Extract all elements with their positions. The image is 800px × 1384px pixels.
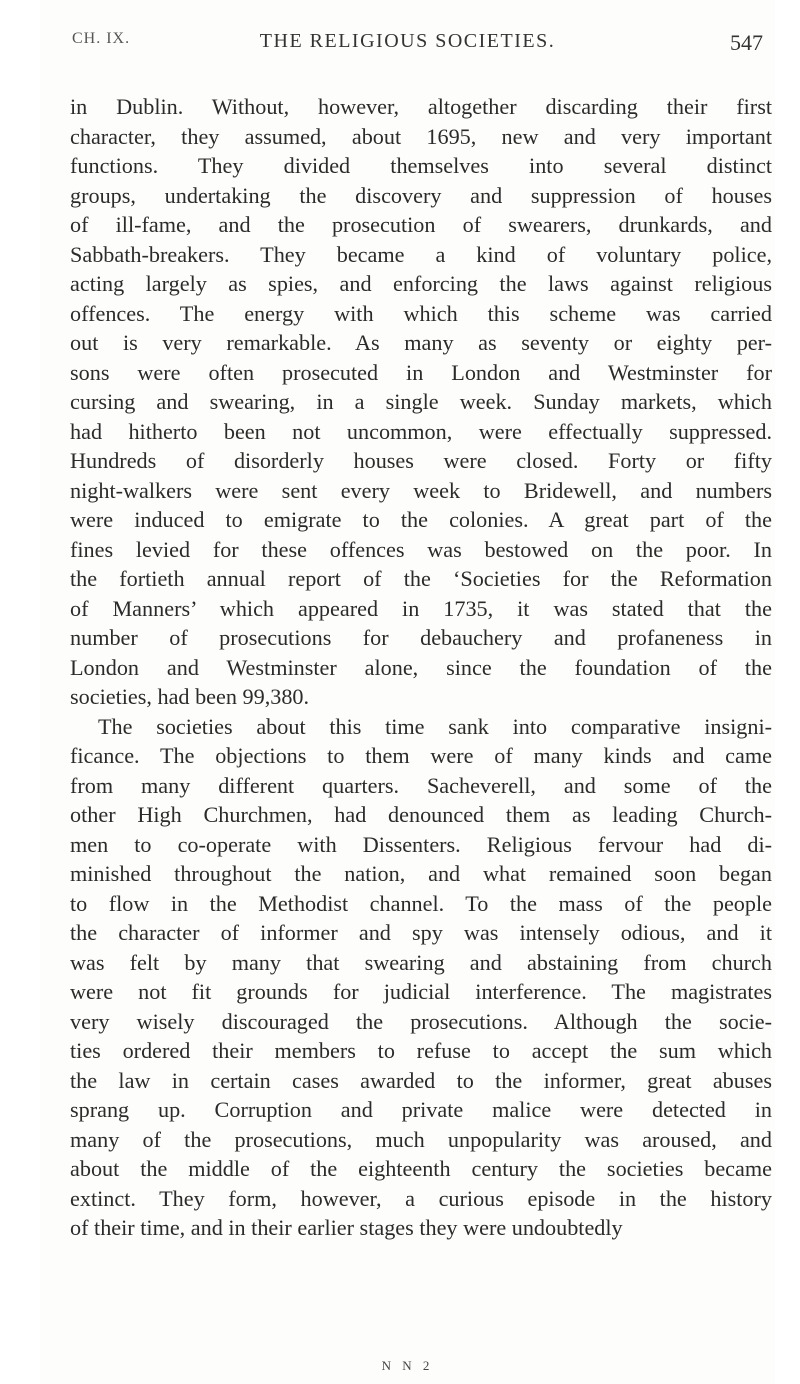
text-line: night-walkers were sent every week to Bridewell, and numbers bbox=[70, 477, 772, 503]
text-line: Sabbath-breakers. They became a kind of voluntary police, bbox=[70, 241, 772, 267]
text-line: had hitherto been not uncommon, were effectually suppressed. bbox=[70, 418, 772, 444]
text-line: sons were often prosecuted in London and Westminster for bbox=[70, 359, 772, 385]
text-line: were induced to emigrate to the colonies. A great part of the bbox=[70, 507, 772, 532]
text-line: men to co-operate with Dissenters. Religious fervour had di- bbox=[70, 831, 772, 857]
text-line: ties ordered their members to refuse to accept the sum which bbox=[70, 1038, 772, 1063]
text-line: minished throughout the nation, and what remained soon began bbox=[70, 861, 772, 886]
text-line: character, they assumed, about 1695, new and very important bbox=[70, 123, 772, 149]
text-line: acting largely as spies, and enforcing the laws against religious bbox=[70, 271, 772, 296]
text-line: of their time, and in their earlier stages they were undoubtedly bbox=[70, 1215, 623, 1240]
text-line: number of prosecutions for debauchery and profaneness in bbox=[70, 625, 772, 650]
running-title: THE RELIGIOUS SOCIETIES. bbox=[259, 30, 556, 52]
text-line: about the middle of the eighteenth century the societies became bbox=[70, 1156, 772, 1181]
text-line: cursing and swearing, in a single week. Sunday markets, which bbox=[70, 389, 772, 414]
text-line: The societies about this time sank into comparative insigni- bbox=[98, 713, 772, 739]
body-text bbox=[70, 92, 772, 1243]
text-line: the law in certain cases awarded to the informer, great abuses bbox=[70, 1067, 772, 1093]
page-number: 547 bbox=[730, 30, 763, 55]
text-line: groups, undertaking the discovery and suppression of houses bbox=[70, 182, 772, 208]
text-line: London and Westminster alone, since the foundation of the bbox=[70, 654, 772, 680]
text-line: very wisely discouraged the prosecutions. Although the socie- bbox=[70, 1008, 772, 1034]
running-head bbox=[40, 30, 775, 60]
text-line: to flow in the Methodist channel. To the mass of the people bbox=[70, 890, 772, 916]
text-line: offences. The energy with which this scheme was carried bbox=[70, 300, 772, 326]
text-line: the fortieth annual report of the ‘Societies for the Reformation bbox=[70, 566, 772, 591]
paragraph bbox=[70, 712, 772, 1243]
text-line: functions. They divided themselves into several distinct bbox=[70, 153, 772, 178]
text-line: in Dublin. Without, however, altogether discarding their first bbox=[70, 94, 772, 119]
text-line: the character of informer and spy was intensely odious, and it bbox=[70, 920, 772, 945]
text-line: from many different quarters. Sacheverell, and some of the bbox=[70, 772, 772, 798]
text-line: societies, had been 99,380. bbox=[70, 684, 310, 709]
signature-mark: N N 2 bbox=[381, 1358, 434, 1373]
chapter-label: CH. IX. bbox=[72, 30, 131, 47]
text-line: many of the prosecutions, much unpopularity was aroused, and bbox=[70, 1126, 772, 1152]
text-line: out is very remarkable. As many as seventy or eighty per- bbox=[70, 330, 772, 355]
text-line: of ill-fame, and the prosecution of swearers, drunkards, and bbox=[70, 212, 772, 237]
text-line: ficance. The objections to them were of many kinds and came bbox=[70, 743, 772, 768]
paragraph bbox=[70, 92, 772, 712]
text-line: was felt by many that swearing and abstaining from church bbox=[70, 949, 772, 975]
text-line: extinct. They form, however, a curious episode in the history bbox=[70, 1185, 772, 1211]
text-line: fines levied for these offences was bestowed on the poor. In bbox=[70, 536, 772, 562]
text-line: of Manners’ which appeared in 1735, it was stated that the bbox=[70, 595, 772, 621]
text-line: were not fit grounds for judicial interference. The magistrates bbox=[70, 979, 772, 1004]
text-line: Hundreds of disorderly houses were closed. Forty or fifty bbox=[70, 448, 772, 473]
text-line: other High Churchmen, had denounced them as leading Church- bbox=[70, 802, 772, 827]
book-page bbox=[40, 0, 775, 1384]
text-line: sprang up. Corruption and private malice were detected in bbox=[70, 1097, 772, 1122]
